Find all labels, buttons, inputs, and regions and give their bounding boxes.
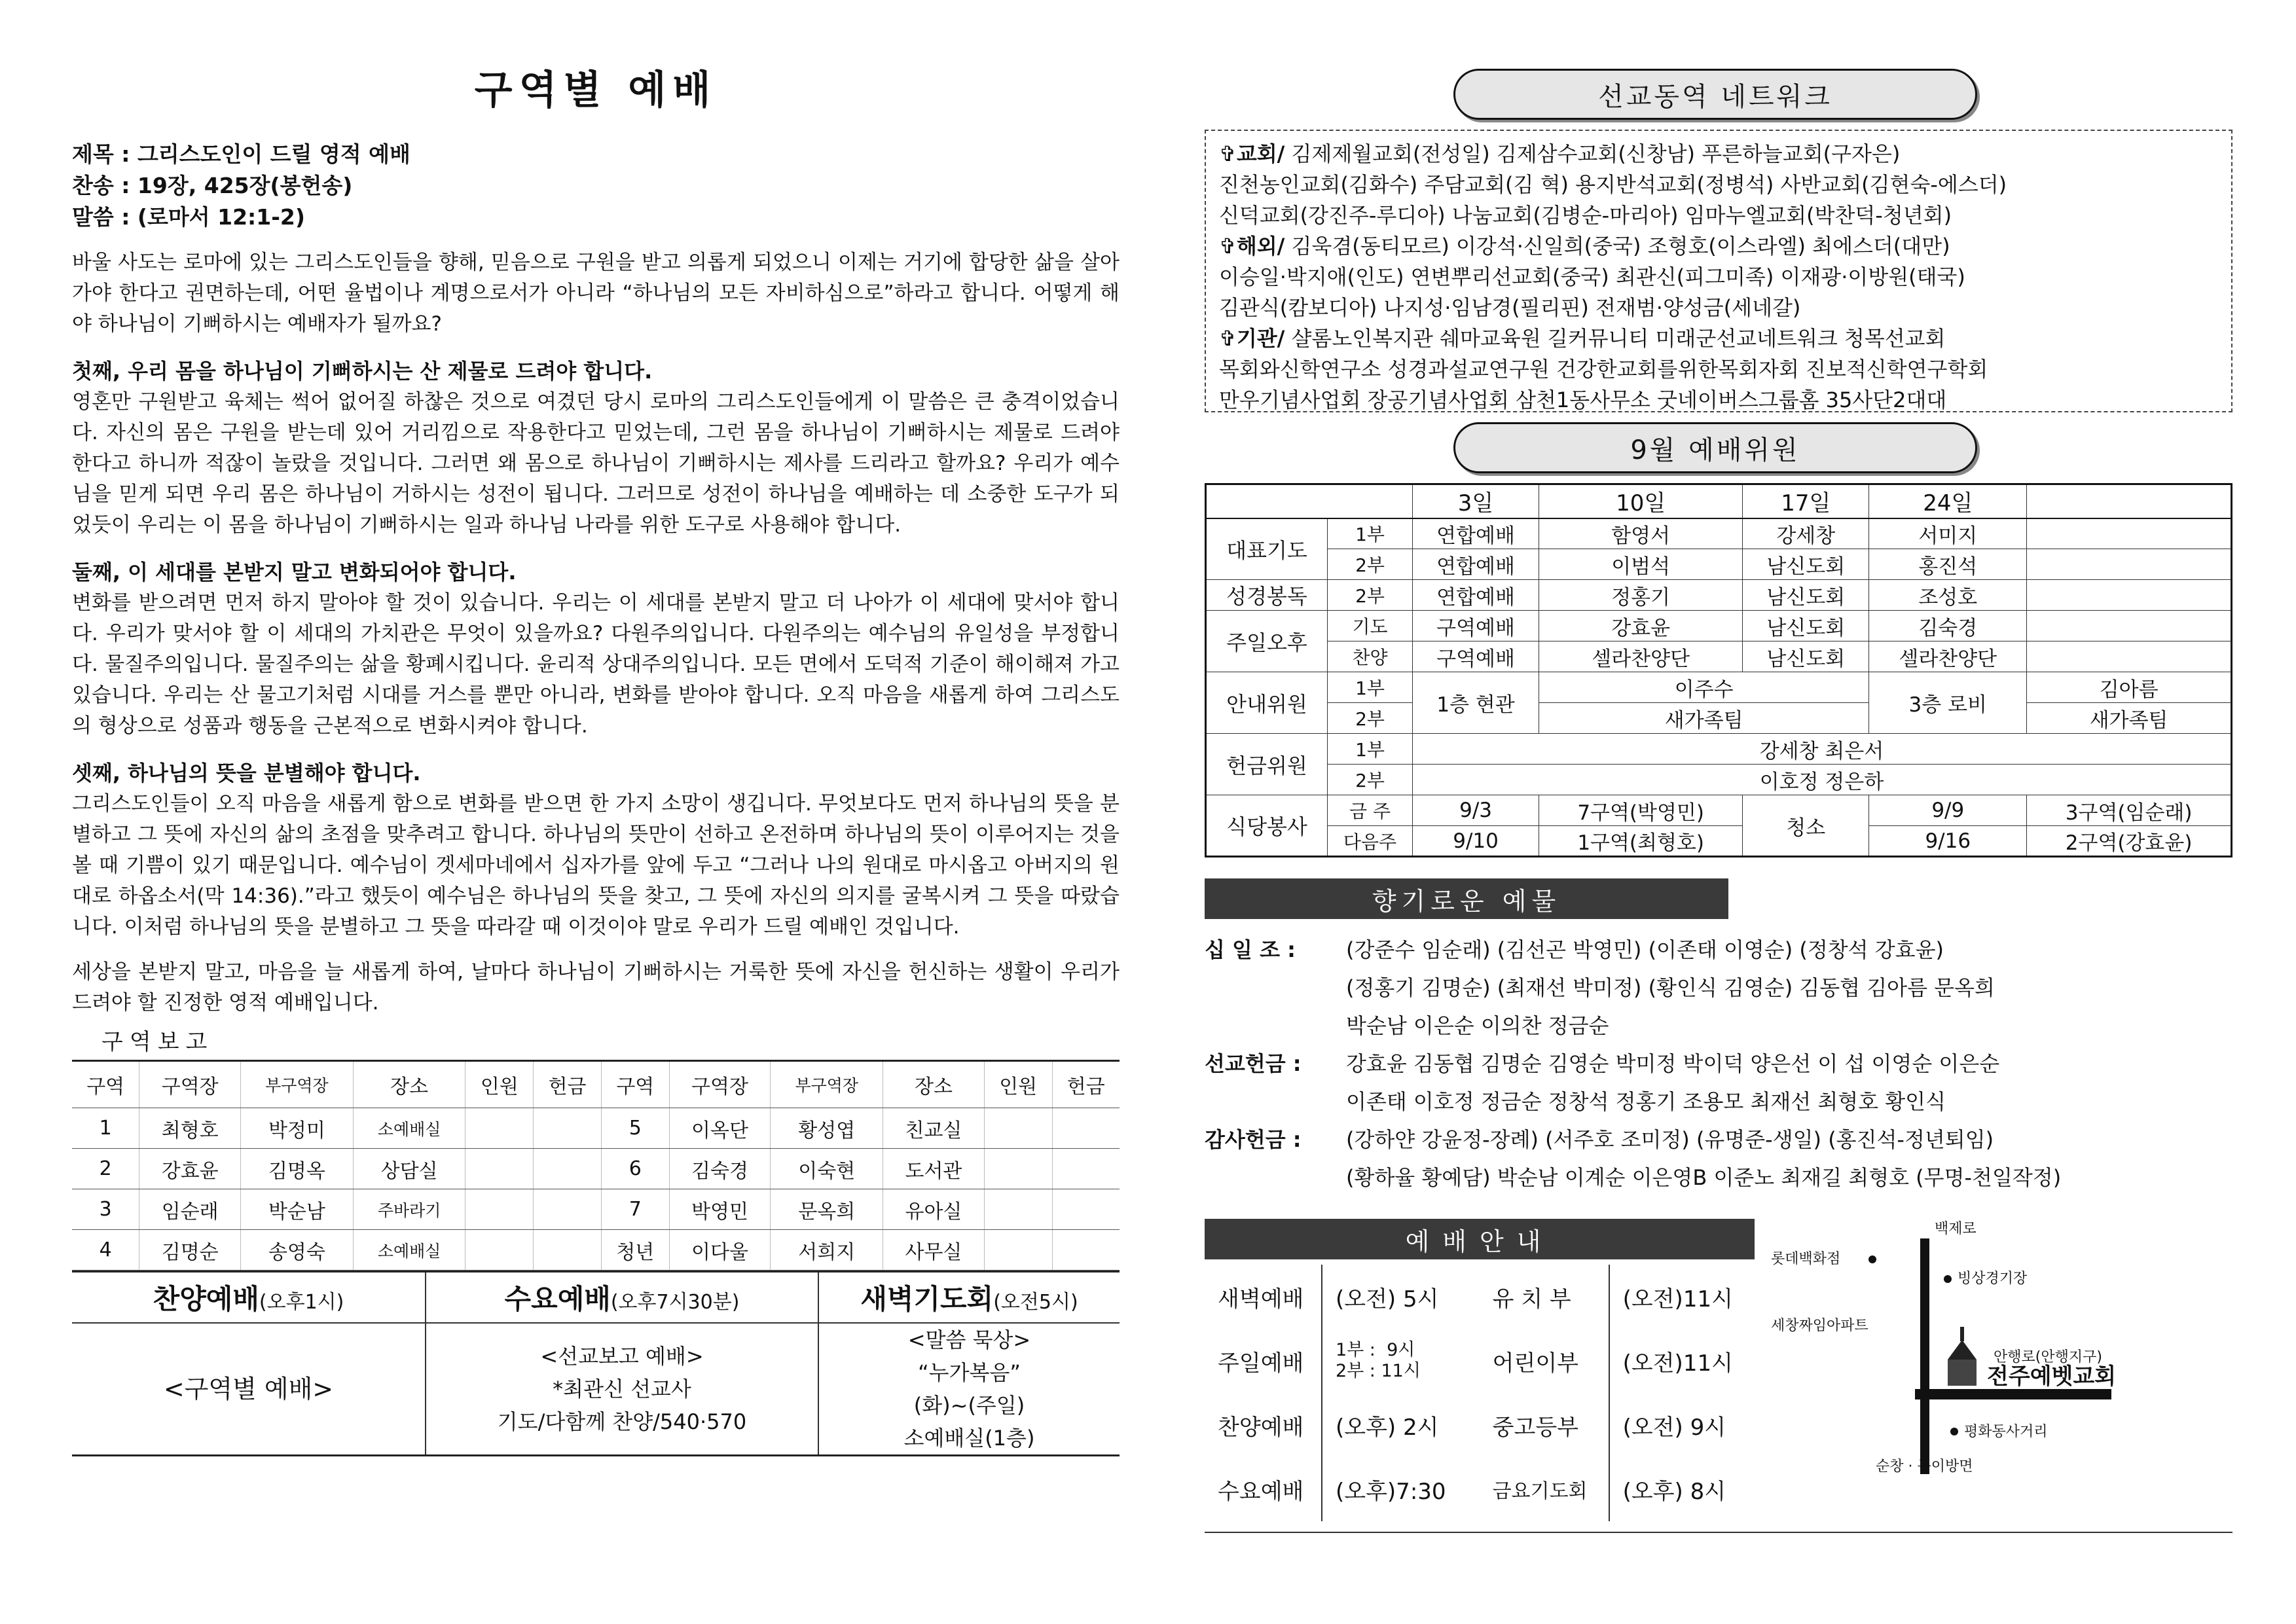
network-line: [1219, 139, 2218, 170]
table-cell: [984, 1108, 1052, 1149]
table-row: [1206, 672, 2232, 703]
table-row: [1206, 703, 2232, 734]
col-header: 장소: [883, 1061, 985, 1108]
sermon-heading-2: 둘째, 이 세대를 본받지 말고 변화되어야 합니다.: [72, 560, 517, 585]
meal-group: 1구역(최형호): [1539, 826, 1743, 857]
ice-rink-marker-icon: [1944, 1275, 1952, 1283]
dawn-line-3: (화)~(주일): [913, 1392, 1025, 1418]
table-cell: [1052, 1230, 1120, 1271]
sermon-body-2: 변화를 받으려면 먼저 하지 말아야 할 것이 있습니다. 우리는 이 세대를 본받지 말고 더 나아가 이 세대에 맞서야 합니다. 우리가 맞서야 할 이 세대의 가치관은 무엇이 있을까요? 다원주의입니다. 다원주의는 예수님의 유일성을 부정합니다. 물질주의입니다. 물질주의는 삶을 황폐시킵니다. 윤리적 상대주의입니다. 모든 면에서 도덕적 기준이 해이해져 가고 있습니다. 우리는 산 물고기처럼 시대를 거스를 뿐만 아니라, 변화를 받아야 합니다. 오직 마음을 새롭게 하여 그리스도의 형상으로 성품과 행동을 근본적으로 변화시켜야 합니다.: [72, 591, 1120, 738]
table-cell: [2027, 641, 2232, 672]
worship-committee-table: [1205, 483, 2232, 857]
row-sub: 기도: [1328, 611, 1413, 641]
network-text: 김제제월교회(전성일) 김제삼수교회(신창남) 푸른하늘교회(구자은): [1285, 141, 1901, 166]
table-cell: 문옥희: [771, 1189, 883, 1230]
table-cell: 남신도회: [1743, 611, 1869, 641]
table-cell: 셀라찬양단: [1539, 641, 1743, 672]
offering-names: 강세창 최은서: [1413, 734, 2232, 765]
table-cell: [984, 1189, 1052, 1230]
usher-name: 새가족팀: [2027, 703, 2232, 734]
offering-names: 이호정 정은하: [1413, 765, 2232, 795]
left-column: [72, 59, 1120, 1456]
row-sub: 다음주: [1328, 826, 1413, 857]
sermon-intro: 바울 사도는 로마에 있는 그리스도인들을 향해, 믿음으로 구원을 받고 의롭게 되었으니 이제는 거기에 합당한 삶을 살아가야 한다고 권면하는데, 어떤 율법이나 계명으로서가 아니라 “하나님의 모든 자비하심으로”하라고 합니다. 어떻게 해야 하나님이 기뻐하시는 예배자가 될까요?: [72, 251, 1120, 336]
table-cell: [465, 1149, 534, 1189]
table-cell: 3: [72, 1189, 139, 1230]
map-lotte: 롯데백화점: [1771, 1251, 1841, 1267]
map-church-name: 전주예벳교회: [1987, 1363, 2117, 1390]
col-header: 부구역장: [241, 1061, 354, 1108]
church-location-map: [1758, 1219, 2229, 1487]
table-cell: 강세창: [1743, 518, 1869, 549]
table-row: [1206, 765, 2232, 795]
table-cell: 송영숙: [241, 1230, 354, 1271]
table-header-row: [72, 1061, 1120, 1108]
table-cell: 박순남: [241, 1189, 354, 1230]
map-ice-rink: 빙상경기장: [1958, 1271, 2028, 1287]
schedule-time: (오전) 5시: [1322, 1265, 1468, 1329]
map-road-top: 백제로: [1935, 1221, 1977, 1237]
tithe-label: 십 일 조 :: [1205, 937, 1296, 962]
usher-location: 1층 현관: [1413, 672, 1539, 734]
meal-group: 3구역(임순래): [2027, 795, 2232, 826]
sermon-title: 구역별 예배: [474, 67, 718, 113]
row-category: 대표기도: [1206, 518, 1328, 580]
praise-service-body: <구역별 예배>: [163, 1374, 334, 1403]
dawn-service-body: [818, 1323, 1120, 1456]
map-apartment: 세창짜임아파트: [1771, 1318, 1868, 1334]
table-cell: [534, 1189, 602, 1230]
meal-group: 7구역(박영민): [1539, 795, 1743, 826]
table-cell: 청년: [601, 1230, 669, 1271]
dawn-service-time: (오전5시): [993, 1290, 1078, 1314]
tithe-line: (강준수 임순래) (김선곤 박영민) (이존태 이영순) (정창석 강효윤): [1346, 937, 1944, 962]
wednesday-line-2: *최관신 선교사: [553, 1376, 691, 1401]
table-cell: 셀라찬양단: [1869, 641, 2027, 672]
offerings-list: [1205, 931, 2232, 1197]
table-cell: 이다울: [669, 1230, 771, 1271]
date-header: 24일: [1869, 484, 2027, 518]
wednesday-service-body: [426, 1323, 818, 1456]
schedule-title: 예배안내: [1205, 1219, 1755, 1259]
dawn-line-2: “누가복음”: [918, 1360, 1021, 1385]
date-header: 10일: [1539, 484, 1743, 518]
table-cell: 남신도회: [1743, 641, 1869, 672]
schedule-service: 새벽예배: [1218, 1286, 1304, 1312]
schedule-time: 1부 : 9시 2부 : 11시: [1322, 1329, 1468, 1393]
table-cell: [1052, 1149, 1120, 1189]
sermon-heading-3: 셋째, 하나님의 뜻을 분별해야 합니다.: [72, 761, 421, 785]
date-header: 17일: [1743, 484, 1869, 518]
network-label: ✞기관/: [1219, 326, 1285, 351]
table-cell: 황성엽: [771, 1108, 883, 1149]
col-header: 부구역장: [771, 1061, 883, 1108]
map-crossroad: 평화동사거리: [1964, 1424, 2048, 1440]
map-road-bottom: 순창 · 구이방면: [1876, 1458, 1973, 1475]
schedule-bottom-rule: [1205, 1532, 2232, 1533]
network-line: [1219, 231, 2218, 262]
network-title: 선교동역 네트워크: [1453, 69, 1977, 120]
wednesday-service-heading: [426, 1272, 818, 1323]
table-cell: 4: [72, 1230, 139, 1271]
table-cell: 이옥단: [669, 1108, 771, 1149]
table-row: [1206, 611, 2232, 641]
row-category: 주일오후: [1206, 611, 1328, 672]
date-header: 3일: [1413, 484, 1539, 518]
table-cell: 이범석: [1539, 549, 1743, 580]
table-cell: 최형호: [139, 1108, 241, 1149]
table-cell: 조성호: [1869, 580, 2027, 611]
thanks-line: (황하율 황예담) 박순남 이계순 이은영B 이준노 최재길 최형호 (무명-천일작정): [1346, 1165, 2062, 1190]
tithe-names: [1346, 931, 2232, 1045]
schedule-row: [1205, 1393, 1755, 1457]
table-cell: [534, 1108, 602, 1149]
table-cell: 2: [72, 1149, 139, 1189]
meal-date: 9/10: [1413, 826, 1539, 857]
network-text: 진천농인교회(김화수) 주담교회(김 혁) 용지반석교회(정병석) 사반교회(김현숙-에스더): [1219, 172, 2007, 197]
sermon-body-3: 그리스도인들이 오직 마음을 새롭게 함으로 변화를 받으면 한 가지 소망이 생깁니다. 무엇보다도 먼저 하나님의 뜻을 분별하고 그 뜻에 자신의 삶의 초점을 맞추려고 합니다. 하나님의 뜻만이 선하고 온전하며 하나님의 뜻이 이루어지는 것을 볼 때 기쁨이 있기 때문입니다. 예수님이 겟세마네에서 십자가를 앞에 두고 “그러나 나의 원대로 마시옵고 아버지의 원대로 하옵소서(막 14:36).”라고 했듯이 예수님은 하나님의 뜻을 찾고, 그 뜻에 자신의 의지를 굴복시켜 그 뜻을 따랐습니다. 이처럼 하나님의 뜻을 분별하고 그 뜻을 따라갈 때 이것이야 말로 우리가 드릴 예배인 것입니다.: [72, 792, 1120, 939]
schedule-row: [1205, 1457, 1755, 1521]
table-cell: [465, 1230, 534, 1271]
network-text: 만우기념사업회 장공기념사업회 삼천1동사무소 굿네이버스그룹홈 35사단2대대: [1219, 388, 1947, 412]
table-row: [1206, 641, 2232, 672]
schedule-time: (오전) 9시: [1609, 1393, 1755, 1457]
network-text: 목회와신학연구소 성경과설교연구원 건강한교회를위한목회자회 진보적신학연구학회: [1219, 357, 1988, 382]
col-header: 구역: [601, 1061, 669, 1108]
schedule-time: (오후) 8시: [1609, 1457, 1755, 1521]
table-cell: 정홍기: [1539, 580, 1743, 611]
row-sub: 2부: [1328, 549, 1413, 580]
praise-service-name: 찬양예배: [153, 1282, 259, 1315]
table-cell: 구역예배: [1413, 641, 1539, 672]
map-road-vertical: [1920, 1238, 1929, 1474]
table-cell: 6: [601, 1149, 669, 1189]
sermon-body-1: 영혼만 구원받고 육체는 썩어 없어질 하찮은 것으로 여겼던 당시 로마의 그리스도인들에게 이 말씀은 큰 충격이었습니다. 자신의 몸은 구원을 받는데 있어 거리낌으로 작용한다고 믿었는데, 그런 몸을 하나님이 기뻐하시는 제물로 드려야 한다고 하니까 적잖이 놀랐을 것입니다. 그러면 왜 몸으로 하나님이 기뻐하시는 제사를 드리라고 할까요? 우리가 예수님을 믿게 되면 우리 몸은 하나님이 거하시는 성전이 됩니다. 그러므로 성전이 하나님을 예배하는 데 소중한 도구가 되었듯이 우리는 이 몸을 하나님이 기뻐하시는 일과 하나님 나라를 위한 도구로 사용해야 합니다.: [72, 390, 1120, 537]
table-cell: [465, 1189, 534, 1230]
network-line: [1219, 170, 2218, 200]
map-road-horizontal: [1915, 1389, 2111, 1399]
col-header: 인원: [984, 1061, 1052, 1108]
table-cell: 소예배실: [353, 1108, 465, 1149]
table-row: [1206, 734, 2232, 765]
schedule-row: [1205, 1329, 1755, 1393]
table-cell: 사무실: [883, 1230, 985, 1271]
schedule-time: (오전)11시: [1609, 1329, 1755, 1393]
table-cell: [1052, 1189, 1120, 1230]
table-cell: 상담실: [353, 1149, 465, 1189]
table-row: [1206, 580, 2232, 611]
usher-name: 새가족팀: [1539, 703, 1869, 734]
sermon-hymns: 찬송 : 19장, 425장(봉헌송): [72, 173, 353, 198]
schedule-service: 중고등부: [1492, 1414, 1579, 1441]
meal-clean: 청소: [1743, 795, 1869, 857]
col-header: 구역: [72, 1061, 139, 1108]
network-line: [1219, 200, 2218, 231]
table-cell: 김명순: [139, 1230, 241, 1271]
table-cell: 홍진석: [1869, 549, 2027, 580]
row-sub: 1부: [1328, 672, 1413, 703]
table-cell: 구역예배: [1413, 611, 1539, 641]
district-report-title: 구역보고: [101, 1029, 214, 1055]
row-sub: 1부: [1328, 518, 1413, 549]
table-cell: 김숙경: [1869, 611, 2027, 641]
table-cell: 소예배실: [353, 1230, 465, 1271]
table-cell: [465, 1108, 534, 1149]
network-text: 이승일·박지애(인도) 연변뿌리선교회(중국) 최관신(피그미족) 이재광·이방원(태국): [1219, 264, 1965, 289]
lotte-marker-icon: [1868, 1255, 1876, 1263]
crossroad-marker-icon: [1950, 1428, 1958, 1435]
table-cell: 강효윤: [139, 1149, 241, 1189]
sermon-subject: 제목 : 그리스도인이 드릴 영적 예배: [72, 141, 410, 167]
col-header: 헌금: [1052, 1061, 1120, 1108]
church-building-icon: [1948, 1327, 1977, 1386]
col-header: 구역장: [139, 1061, 241, 1108]
schedule-service: 주일예배: [1218, 1350, 1304, 1377]
sermon-conclusion: 세상을 본받지 말고, 마음을 늘 새롭게 하여, 날마다 하나님이 기뻐하시는 거룩한 뜻에 자신을 헌신하는 생활이 우리가 드려야 할 진정한 영적 예배입니다.: [72, 960, 1120, 1015]
network-label: ✞교회/: [1219, 141, 1285, 166]
tithe-line: (정홍기 김명순) (최재선 박미정) (황인식 김영순) 김동협 김아름 문옥희: [1346, 975, 1995, 1000]
col-header: 인원: [465, 1061, 534, 1108]
table-cell: 박영민: [669, 1189, 771, 1230]
mission-offering-label: 선교헌금 :: [1205, 1051, 1302, 1076]
sermon-heading-1: 첫째, 우리 몸을 하나님이 기뻐하시는 산 제물로 드려야 합니다.: [72, 359, 653, 384]
table-cell: 이숙현: [771, 1149, 883, 1189]
schedule-service: 찬양예배: [1218, 1414, 1304, 1441]
table-cell: [984, 1230, 1052, 1271]
table-cell: 유아실: [883, 1189, 985, 1230]
network-line: [1219, 385, 2218, 412]
offerings-title: 향기로운 예물: [1205, 878, 1728, 919]
table-cell: 도서관: [883, 1149, 985, 1189]
schedule-time: (오후) 2시: [1322, 1393, 1468, 1457]
worship-committee-title: 9월 예배위원: [1453, 422, 1977, 473]
network-line: [1219, 293, 2218, 323]
praise-service-heading: [72, 1272, 426, 1323]
table-cell: 친교실: [883, 1108, 985, 1149]
col-header: 구역장: [669, 1061, 771, 1108]
dawn-service-name: 새벽기도회: [860, 1282, 994, 1315]
network-label: ✞해외/: [1219, 234, 1285, 259]
service-header-row: [72, 1272, 1120, 1323]
table-cell: [2027, 518, 2232, 549]
map-road-right: 안행로(안행지구): [1994, 1349, 2102, 1365]
schedule-service: 금요기도회: [1492, 1480, 1588, 1503]
mission-line: 이존태 이호정 정금순 정창석 정홍기 조용모 최재선 최형호 황인식: [1346, 1089, 1946, 1114]
table-cell: 주바라기: [353, 1189, 465, 1230]
usher-location: 3층 로비: [1869, 672, 2027, 734]
thanks-offering-names: [1346, 1121, 2232, 1197]
row-sub: 2부: [1328, 580, 1413, 611]
usher-name: 이주수: [1539, 672, 1869, 703]
dawn-line-4: 소예배실(1층): [903, 1425, 1035, 1451]
table-cell: [984, 1149, 1052, 1189]
table-cell: 5: [601, 1108, 669, 1149]
table-cell: 박정미: [241, 1108, 354, 1149]
usher-name: 김아름: [2027, 672, 2232, 703]
network-line: [1219, 354, 2218, 385]
right-column: [1205, 69, 2232, 1505]
schedule-service: 유 치 부: [1492, 1286, 1571, 1312]
meal-date: 9/9: [1869, 795, 2027, 826]
meal-date: 9/3: [1413, 795, 1539, 826]
table-cell: [534, 1149, 602, 1189]
meal-group: 2구역(강효윤): [2027, 826, 2232, 857]
table-cell: 서미지: [1869, 518, 2027, 549]
schedule-time: (오전)11시: [1609, 1265, 1755, 1329]
row-sub: 1부: [1328, 734, 1413, 765]
table-cell: 김숙경: [669, 1149, 771, 1189]
table-row: [1206, 518, 2232, 549]
mission-line: 강효윤 김동협 김명순 김영순 박미정 박이덕 양은선 이 섭 이영순 이은순: [1346, 1051, 2000, 1076]
meal-date: 9/16: [1869, 826, 2027, 857]
table-row: [72, 1108, 1120, 1149]
table-row: [72, 1149, 1120, 1189]
network-text: 김욱겸(동티모르) 이강석·신일희(중국) 조형호(이스라엘) 최에스더(대만): [1285, 234, 1950, 259]
table-cell: 연합예배: [1413, 549, 1539, 580]
network-text: 신덕교회(강진주-루디아) 나눔교회(김병순-마리아) 임마누엘교회(박찬덕-청년회): [1219, 203, 1952, 228]
network-line: [1219, 323, 2218, 354]
network-text: 김관식(캄보디아) 나지성·임남경(필리핀) 전재범·양성금(세네갈): [1219, 295, 1801, 320]
table-cell: 연합예배: [1413, 580, 1539, 611]
schedule-row: [1205, 1265, 1755, 1329]
row-sub: 찬양: [1328, 641, 1413, 672]
corner-cell: [1206, 484, 1413, 518]
schedule-service: 수요예배: [1218, 1478, 1304, 1505]
table-cell: 김명옥: [241, 1149, 354, 1189]
date-header: [2027, 484, 2232, 518]
row-sub: 2부: [1328, 703, 1413, 734]
sermon-scripture: 말씀 : (로마서 12:1-2): [72, 204, 305, 230]
thanks-line: (강하얀 강윤정-장례) (서주호 조미정) (유명준-생일) (홍진석-정년퇴임): [1346, 1127, 1994, 1152]
date-header-row: [1206, 484, 2232, 518]
row-category: 식당봉사: [1206, 795, 1328, 857]
table-cell: 함영서: [1539, 518, 1743, 549]
wednesday-service-name: 수요예배: [504, 1282, 611, 1315]
praise-service-time: (오후1시): [259, 1290, 344, 1314]
table-row: [1206, 826, 2232, 857]
row-sub: 2부: [1328, 765, 1413, 795]
district-report-table: [72, 1060, 1120, 1271]
table-row: [1206, 549, 2232, 580]
table-cell: 남신도회: [1743, 549, 1869, 580]
service-info-table: [72, 1271, 1120, 1456]
table-cell: 서희지: [771, 1230, 883, 1271]
table-cell: [2027, 611, 2232, 641]
thanks-offering-label: 감사헌금 :: [1205, 1127, 1302, 1152]
col-header: 헌금: [534, 1061, 602, 1108]
table-cell: [2027, 549, 2232, 580]
row-category: 헌금위원: [1206, 734, 1328, 795]
dawn-line-1: <말씀 묵상>: [907, 1327, 1031, 1352]
table-cell: [2027, 580, 2232, 611]
table-cell: 강효윤: [1539, 611, 1743, 641]
table-cell: [1052, 1108, 1120, 1149]
table-row: [72, 1230, 1120, 1271]
table-cell: [534, 1230, 602, 1271]
wednesday-line-3: 기도/다함께 찬양/540·570: [497, 1409, 747, 1434]
row-category: 안내위원: [1206, 672, 1328, 734]
row-sub: 금 주: [1328, 795, 1413, 826]
schedule-section: [1205, 1219, 2232, 1505]
table-cell: 1: [72, 1108, 139, 1149]
mission-network-box: [1205, 130, 2232, 412]
table-row: [72, 1189, 1120, 1230]
table-cell: 임순래: [139, 1189, 241, 1230]
service-body-row: [72, 1323, 1120, 1456]
table-row: [1206, 795, 2232, 826]
dawn-service-heading: [818, 1272, 1120, 1323]
schedule-table: [1205, 1265, 1755, 1521]
schedule-time: (오후)7:30: [1322, 1457, 1468, 1521]
schedule-service: 어린이부: [1492, 1350, 1579, 1377]
network-text: 샬롬노인복지관 쉐마교육원 길커뮤니티 미래군선교네트워크 청목선교회: [1285, 326, 1946, 351]
network-line: [1219, 262, 2218, 293]
table-cell: 남신도회: [1743, 580, 1869, 611]
row-category: 성경봉독: [1206, 580, 1328, 611]
wednesday-line-1: <선교보고 예배>: [540, 1343, 704, 1369]
col-header: 장소: [353, 1061, 465, 1108]
table-cell: 7: [601, 1189, 669, 1230]
table-cell: 연합예배: [1413, 518, 1539, 549]
wednesday-service-time: (오후7시30분): [610, 1290, 740, 1314]
tithe-line: 박순남 이은순 이의찬 정금순: [1346, 1013, 1609, 1038]
mission-offering-names: [1346, 1045, 2232, 1121]
